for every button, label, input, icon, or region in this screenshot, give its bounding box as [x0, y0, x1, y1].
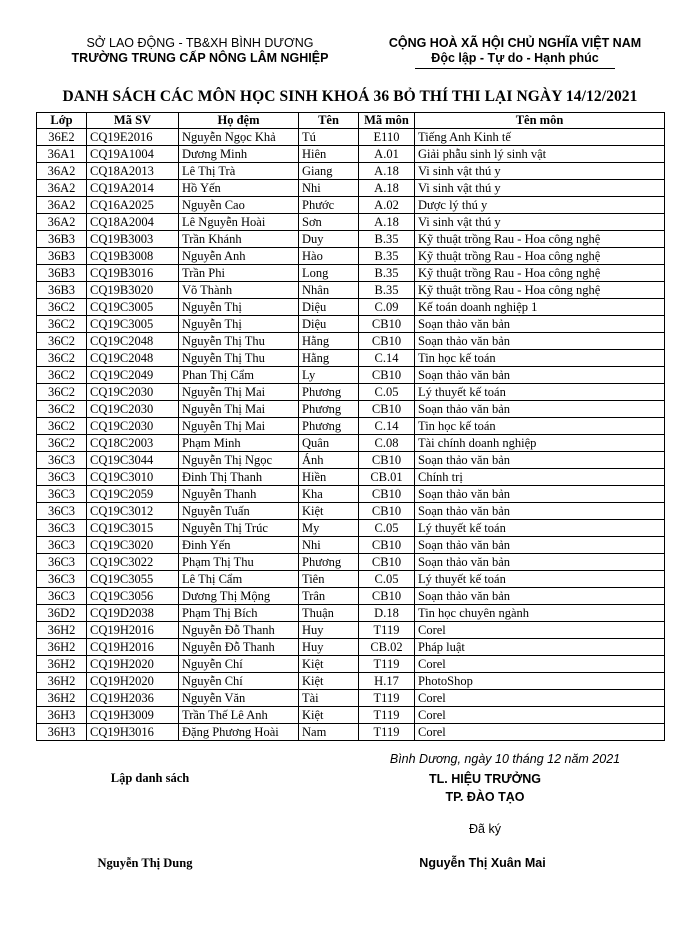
cell-subject-code: CB10 — [359, 554, 415, 571]
cell-subject-name: Pháp luật — [415, 639, 665, 656]
table-row — [37, 333, 665, 350]
cell-subject-code: CB10 — [359, 503, 415, 520]
table-row — [37, 520, 665, 537]
cell-first-name: Diệu — [299, 316, 359, 333]
table-row — [37, 350, 665, 367]
cell-class: 36C3 — [37, 469, 87, 486]
cell-middle-name: Phạm Thị Thu — [179, 554, 299, 571]
table-row — [37, 316, 665, 333]
cell-class: 36A2 — [37, 197, 87, 214]
cell-subject-code: B.35 — [359, 248, 415, 265]
cell-middle-name: Nguyễn Thị Mai — [179, 384, 299, 401]
motto-underline — [415, 68, 615, 69]
cell-subject-code: B.35 — [359, 282, 415, 299]
cell-middle-name: Dương Thị Mộng — [179, 588, 299, 605]
table-row — [37, 401, 665, 418]
cell-class: 36C2 — [37, 435, 87, 452]
cell-student-id: CQ19B3008 — [87, 248, 179, 265]
cell-class: 36C3 — [37, 503, 87, 520]
table-body — [37, 129, 665, 741]
cell-subject-code: CB.01 — [359, 469, 415, 486]
cell-student-id: CQ19C3005 — [87, 299, 179, 316]
table-row — [37, 452, 665, 469]
cell-student-id: CQ19C3056 — [87, 588, 179, 605]
cell-first-name: Kiệt — [299, 503, 359, 520]
cell-class: 36C2 — [37, 367, 87, 384]
cell-class: 36B3 — [37, 282, 87, 299]
cell-class: 36B3 — [37, 265, 87, 282]
cell-subject-name: Kỹ thuật trồng Rau - Hoa công nghệ — [415, 265, 665, 282]
cell-student-id: CQ18A2013 — [87, 163, 179, 180]
cell-subject-name: Soạn thảo văn bản — [415, 503, 665, 520]
cell-subject-name: Dược lý thú y — [415, 197, 665, 214]
cell-subject-code: C.09 — [359, 299, 415, 316]
cell-subject-code: CB10 — [359, 367, 415, 384]
cell-middle-name: Phạm Minh — [179, 435, 299, 452]
cell-student-id: CQ19H3016 — [87, 724, 179, 741]
cell-student-id: CQ19C2048 — [87, 333, 179, 350]
place-date: Bình Dương, ngày 10 tháng 12 năm 2021 — [389, 752, 621, 766]
cell-middle-name: Trần Thế Lê Anh — [179, 707, 299, 724]
cell-class: 36H2 — [37, 639, 87, 656]
cell-first-name: Duy — [299, 231, 359, 248]
cell-subject-name: Kế toán doanh nghiệp 1 — [415, 299, 665, 316]
cell-first-name: Phương — [299, 554, 359, 571]
cell-subject-name: Vi sinh vật thú y — [415, 214, 665, 231]
cell-subject-name: Kỹ thuật trồng Rau - Hoa công nghệ — [415, 231, 665, 248]
signed-note: Đã ký — [469, 822, 501, 836]
cell-student-id: CQ19H2020 — [87, 673, 179, 690]
cell-class: 36C3 — [37, 588, 87, 605]
cell-student-id: CQ19C3015 — [87, 520, 179, 537]
cell-middle-name: Phan Thị Cẩm — [179, 367, 299, 384]
cell-student-id: CQ19C2059 — [87, 486, 179, 503]
col-subject-code: Mã môn — [359, 113, 415, 129]
cell-middle-name: Nguyễn Chí — [179, 656, 299, 673]
cell-subject-code: CB10 — [359, 537, 415, 554]
table-row — [37, 299, 665, 316]
cell-subject-code: T119 — [359, 707, 415, 724]
cell-student-id: CQ19C3012 — [87, 503, 179, 520]
cell-class: 36C2 — [37, 401, 87, 418]
table-row — [37, 197, 665, 214]
cell-subject-code: A.18 — [359, 214, 415, 231]
document-title: DANH SÁCH CÁC MÔN HỌC SINH KHOÁ 36 BỎ THÍ THI LẠI NGÀY 14/12/2021 — [62, 88, 638, 105]
cell-first-name: Kiệt — [299, 673, 359, 690]
sign-title-training: TP. ĐÀO TẠO — [445, 790, 525, 804]
cell-student-id: CQ19C3020 — [87, 537, 179, 554]
cell-subject-code: E110 — [359, 129, 415, 146]
cell-middle-name: Nguyễn Cao — [179, 197, 299, 214]
cell-subject-code: A.18 — [359, 180, 415, 197]
cell-class: 36E2 — [37, 129, 87, 146]
cell-middle-name: Trần Khánh — [179, 231, 299, 248]
table-row — [37, 384, 665, 401]
cell-subject-code: T119 — [359, 656, 415, 673]
signer-name: Nguyễn Thị Xuân Mai — [419, 856, 546, 870]
table-row — [37, 435, 665, 452]
cell-subject-name: Lý thuyết kế toán — [415, 571, 665, 588]
cell-student-id: CQ19C3010 — [87, 469, 179, 486]
cell-subject-name: Tiếng Anh Kinh tế — [415, 129, 665, 146]
ministry-name: SỞ LAO ĐỘNG - TB&XH BÌNH DƯƠNG — [86, 36, 314, 50]
cell-first-name: Huy — [299, 622, 359, 639]
cell-class: 36A1 — [37, 146, 87, 163]
issuer-header — [40, 36, 360, 66]
cell-subject-code: C.08 — [359, 435, 415, 452]
cell-class: 36A2 — [37, 163, 87, 180]
cell-student-id: CQ19H2036 — [87, 690, 179, 707]
preparer-name: Nguyễn Thị Dung — [97, 856, 193, 870]
cell-subject-code: CB10 — [359, 333, 415, 350]
cell-student-id: CQ19H3009 — [87, 707, 179, 724]
cell-subject-name: Tin học kế toán — [415, 418, 665, 435]
table-row — [37, 571, 665, 588]
table-row — [37, 554, 665, 571]
cell-subject-name: Kỹ thuật trồng Rau - Hoa công nghệ — [415, 282, 665, 299]
cell-subject-name: PhotoShop — [415, 673, 665, 690]
cell-middle-name: Nguyễn Thị — [179, 299, 299, 316]
cell-class: 36D2 — [37, 605, 87, 622]
cell-middle-name: Nguyễn Đỗ Thanh — [179, 639, 299, 656]
cell-middle-name: Đặng Phương Hoài — [179, 724, 299, 741]
cell-middle-name: Nguyễn Văn — [179, 690, 299, 707]
cell-middle-name: Lê Nguyễn Hoài — [179, 214, 299, 231]
cell-middle-name: Nguyễn Thị Mai — [179, 418, 299, 435]
cell-student-id: CQ19E2016 — [87, 129, 179, 146]
cell-first-name: Hiên — [299, 146, 359, 163]
cell-middle-name: Dương Minh — [179, 146, 299, 163]
cell-student-id: CQ19C2030 — [87, 401, 179, 418]
table-row — [37, 469, 665, 486]
table-row — [37, 707, 665, 724]
col-subject-name: Tên môn — [415, 113, 665, 129]
cell-subject-name: Chính trị — [415, 469, 665, 486]
cell-subject-code: C.05 — [359, 384, 415, 401]
cell-middle-name: Phạm Thị Bích — [179, 605, 299, 622]
cell-first-name: Sơn — [299, 214, 359, 231]
cell-first-name: Phước — [299, 197, 359, 214]
cell-class: 36B3 — [37, 248, 87, 265]
school-name: TRƯỜNG TRUNG CẤP NÔNG LÂM NGHIỆP — [71, 51, 329, 65]
table-row — [37, 656, 665, 673]
cell-middle-name: Nguyễn Ngọc Khả — [179, 129, 299, 146]
cell-class: 36H2 — [37, 622, 87, 639]
cell-subject-name: Soạn thảo văn bản — [415, 367, 665, 384]
cell-student-id: CQ19C3022 — [87, 554, 179, 571]
cell-subject-name: Corel — [415, 707, 665, 724]
cell-subject-name: Corel — [415, 656, 665, 673]
table-row — [37, 248, 665, 265]
cell-subject-name: Soạn thảo văn bản — [415, 316, 665, 333]
cell-first-name: Nhi — [299, 537, 359, 554]
cell-subject-name: Vi sinh vật thú y — [415, 180, 665, 197]
cell-subject-code: C.05 — [359, 520, 415, 537]
cell-first-name: Diệu — [299, 299, 359, 316]
cell-subject-code: B.35 — [359, 231, 415, 248]
cell-student-id: CQ19C2049 — [87, 367, 179, 384]
table-row — [37, 673, 665, 690]
table-row — [37, 639, 665, 656]
cell-class: 36C3 — [37, 537, 87, 554]
table-row — [37, 503, 665, 520]
cell-middle-name: Đinh Yến — [179, 537, 299, 554]
cell-student-id: CQ18A2004 — [87, 214, 179, 231]
cell-class: 36H2 — [37, 690, 87, 707]
table-row — [37, 537, 665, 554]
cell-first-name: Tài — [299, 690, 359, 707]
cell-middle-name: Lê Thị Cẩm — [179, 571, 299, 588]
table-row — [37, 163, 665, 180]
cell-subject-code: CB10 — [359, 588, 415, 605]
cell-subject-code: CB10 — [359, 401, 415, 418]
cell-subject-name: Soạn thảo văn bản — [415, 333, 665, 350]
cell-first-name: Tiên — [299, 571, 359, 588]
cell-first-name: Nhân — [299, 282, 359, 299]
cell-student-id: CQ19C3044 — [87, 452, 179, 469]
cell-middle-name: Nguyễn Chí — [179, 673, 299, 690]
cell-class: 36C3 — [37, 486, 87, 503]
cell-subject-code: CB10 — [359, 452, 415, 469]
cell-middle-name: Nguyễn Tuấn — [179, 503, 299, 520]
cell-subject-name: Soạn thảo văn bản — [415, 486, 665, 503]
cell-middle-name: Trần Phi — [179, 265, 299, 282]
table-row — [37, 605, 665, 622]
table-row — [37, 214, 665, 231]
cell-student-id: CQ19H2016 — [87, 639, 179, 656]
cell-subject-name: Giải phẫu sinh lý sinh vật — [415, 146, 665, 163]
cell-student-id: CQ19C2030 — [87, 384, 179, 401]
cell-class: 36H2 — [37, 656, 87, 673]
cell-student-id: CQ19D2038 — [87, 605, 179, 622]
table-row — [37, 724, 665, 741]
cell-class: 36C2 — [37, 350, 87, 367]
col-class: Lớp — [37, 113, 87, 129]
cell-first-name: Nhi — [299, 180, 359, 197]
cell-subject-name: Soạn thảo văn bản — [415, 554, 665, 571]
cell-student-id: CQ19H2020 — [87, 656, 179, 673]
cell-student-id: CQ18C2003 — [87, 435, 179, 452]
cell-first-name: Nam — [299, 724, 359, 741]
cell-subject-code: CB10 — [359, 316, 415, 333]
cell-first-name: Hằng — [299, 350, 359, 367]
table-row — [37, 690, 665, 707]
col-student-id: Mã SV — [87, 113, 179, 129]
cell-class: 36H3 — [37, 707, 87, 724]
cell-student-id: CQ19C2030 — [87, 418, 179, 435]
cell-subject-name: Soạn thảo văn bản — [415, 401, 665, 418]
cell-subject-name: Corel — [415, 724, 665, 741]
retake-list-table — [36, 112, 665, 741]
cell-subject-name: Soạn thảo văn bản — [415, 588, 665, 605]
cell-middle-name: Nguyễn Thị Thu — [179, 350, 299, 367]
cell-class: 36C2 — [37, 384, 87, 401]
cell-subject-code: H.17 — [359, 673, 415, 690]
table-row — [37, 282, 665, 299]
cell-first-name: Phương — [299, 384, 359, 401]
table-row — [37, 231, 665, 248]
prepared-by-label: Lập danh sách — [110, 771, 190, 785]
cell-subject-code: T119 — [359, 690, 415, 707]
cell-subject-name: Kỹ thuật trồng Rau - Hoa công nghệ — [415, 248, 665, 265]
table-row — [37, 588, 665, 605]
cell-class: 36A2 — [37, 214, 87, 231]
cell-middle-name: Đinh Thị Thanh — [179, 469, 299, 486]
cell-student-id: CQ19C3055 — [87, 571, 179, 588]
cell-subject-name: Tin học chuyên ngành — [415, 605, 665, 622]
signatory-titles — [365, 770, 605, 806]
cell-class: 36H3 — [37, 724, 87, 741]
cell-first-name: Kiệt — [299, 707, 359, 724]
cell-student-id: CQ16A2025 — [87, 197, 179, 214]
cell-middle-name: Nguyễn Thị — [179, 316, 299, 333]
cell-first-name: Ly — [299, 367, 359, 384]
cell-middle-name: Nguyễn Thị Ngọc — [179, 452, 299, 469]
national-motto — [365, 36, 665, 69]
sign-title-principal: TL. HIỆU TRƯỞNG — [429, 772, 541, 786]
cell-student-id: CQ19B3020 — [87, 282, 179, 299]
cell-first-name: Huy — [299, 639, 359, 656]
cell-first-name: Trân — [299, 588, 359, 605]
cell-middle-name: Nguyễn Anh — [179, 248, 299, 265]
cell-subject-code: A.01 — [359, 146, 415, 163]
country-name: CỘNG HOÀ XÃ HỘI CHỦ NGHĨA VIỆT NAM — [388, 36, 642, 50]
cell-subject-code: C.14 — [359, 418, 415, 435]
cell-first-name: Quân — [299, 435, 359, 452]
cell-class: 36A2 — [37, 180, 87, 197]
cell-subject-name: Tin học kế toán — [415, 350, 665, 367]
cell-subject-code: B.35 — [359, 265, 415, 282]
cell-subject-name: Vi sinh vật thú y — [415, 163, 665, 180]
cell-middle-name: Nguyễn Đỗ Thanh — [179, 622, 299, 639]
cell-student-id: CQ19C2048 — [87, 350, 179, 367]
cell-student-id: CQ19A2014 — [87, 180, 179, 197]
cell-first-name: Hào — [299, 248, 359, 265]
cell-subject-name: Soạn thảo văn bản — [415, 452, 665, 469]
cell-first-name: Giang — [299, 163, 359, 180]
table-row — [37, 486, 665, 503]
cell-subject-name: Corel — [415, 622, 665, 639]
cell-student-id: CQ19B3003 — [87, 231, 179, 248]
cell-subject-code: C.05 — [359, 571, 415, 588]
cell-subject-code: D.18 — [359, 605, 415, 622]
cell-class: 36C2 — [37, 299, 87, 316]
cell-subject-code: T119 — [359, 622, 415, 639]
cell-subject-code: T119 — [359, 724, 415, 741]
cell-first-name: Kiệt — [299, 656, 359, 673]
table-row — [37, 622, 665, 639]
col-first-name: Tên — [299, 113, 359, 129]
cell-class: 36C3 — [37, 571, 87, 588]
table-row — [37, 418, 665, 435]
cell-subject-name: Lý thuyết kế toán — [415, 384, 665, 401]
cell-middle-name: Lê Thị Trà — [179, 163, 299, 180]
cell-subject-code: A.18 — [359, 163, 415, 180]
col-middle-name: Họ đệm — [179, 113, 299, 129]
table-row — [37, 180, 665, 197]
cell-first-name: Thuận — [299, 605, 359, 622]
cell-middle-name: Nguyễn Thị Thu — [179, 333, 299, 350]
cell-subject-code: A.02 — [359, 197, 415, 214]
cell-subject-name: Soạn thảo văn bản — [415, 537, 665, 554]
cell-first-name: Kha — [299, 486, 359, 503]
cell-first-name: Hiền — [299, 469, 359, 486]
table-row — [37, 129, 665, 146]
cell-first-name: My — [299, 520, 359, 537]
cell-class: 36C2 — [37, 316, 87, 333]
cell-first-name: Long — [299, 265, 359, 282]
cell-middle-name: Nguyễn Thị Mai — [179, 401, 299, 418]
cell-class: 36H2 — [37, 673, 87, 690]
cell-middle-name: Võ Thành — [179, 282, 299, 299]
table-row — [37, 146, 665, 163]
cell-subject-code: C.14 — [359, 350, 415, 367]
cell-class: 36B3 — [37, 231, 87, 248]
cell-class: 36C3 — [37, 452, 87, 469]
cell-middle-name: Nguyễn Thanh — [179, 486, 299, 503]
cell-student-id: CQ19C3005 — [87, 316, 179, 333]
cell-subject-name: Corel — [415, 690, 665, 707]
cell-first-name: Hằng — [299, 333, 359, 350]
table-row — [37, 265, 665, 282]
cell-middle-name: Nguyễn Thị Trúc — [179, 520, 299, 537]
cell-student-id: CQ19A1004 — [87, 146, 179, 163]
cell-first-name: Ánh — [299, 452, 359, 469]
motto: Độc lập - Tự do - Hạnh phúc — [431, 51, 599, 65]
cell-class: 36C3 — [37, 554, 87, 571]
cell-subject-code: CB.02 — [359, 639, 415, 656]
cell-class: 36C2 — [37, 333, 87, 350]
table-row — [37, 367, 665, 384]
cell-subject-code: CB10 — [359, 486, 415, 503]
cell-student-id: CQ19H2016 — [87, 622, 179, 639]
cell-class: 36C3 — [37, 520, 87, 537]
cell-subject-name: Lý thuyết kế toán — [415, 520, 665, 537]
cell-subject-name: Tài chính doanh nghiệp — [415, 435, 665, 452]
cell-first-name: Tú — [299, 129, 359, 146]
table-header-row — [37, 113, 665, 129]
cell-student-id: CQ19B3016 — [87, 265, 179, 282]
cell-first-name: Phương — [299, 418, 359, 435]
cell-middle-name: Hồ Yến — [179, 180, 299, 197]
cell-first-name: Phương — [299, 401, 359, 418]
cell-class: 36C2 — [37, 418, 87, 435]
